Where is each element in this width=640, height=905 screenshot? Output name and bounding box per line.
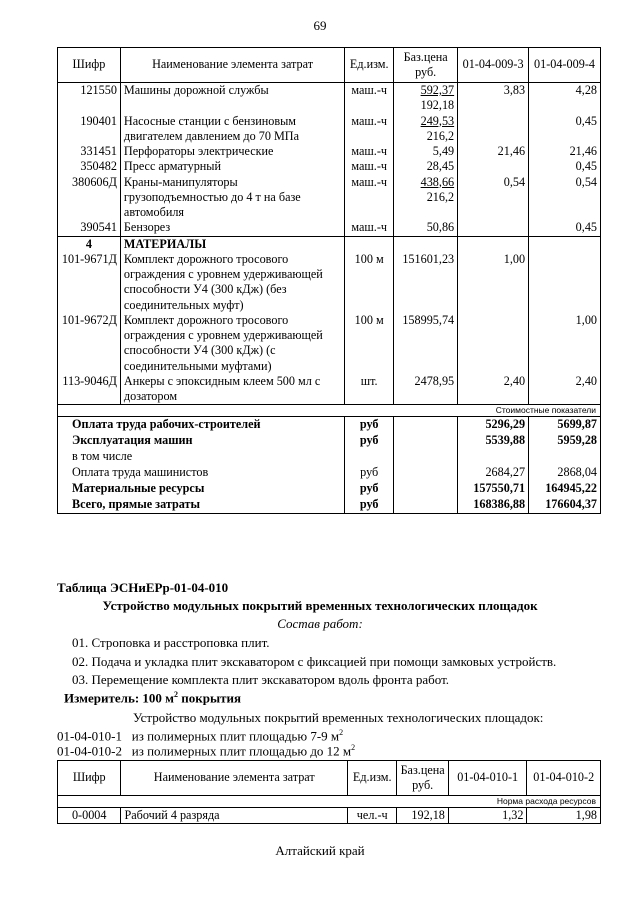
header-cell: Наименование элемента затрат	[121, 761, 348, 796]
row-code: 350482	[58, 159, 121, 174]
row-value-1	[458, 114, 529, 145]
row-name: Анкеры с эпоксидным клеем 500 мл с дозатором	[120, 374, 344, 405]
price-value: 249,53	[420, 113, 455, 128]
row-value-2: 0,45	[529, 114, 601, 145]
row-name: Насосные станции с бензиновым двигателем давлением до 70 МПа	[120, 114, 344, 145]
material-row	[58, 374, 601, 405]
row-unit: 100 м	[345, 252, 394, 313]
total-row	[58, 465, 601, 481]
material-row	[58, 313, 601, 374]
material-row	[58, 252, 601, 313]
row-code: 390541	[58, 220, 121, 236]
row-unit: шт.	[345, 374, 394, 405]
work-item-2: 02. Подача и укладка плит экскаватором с фиксацией при помощи замковых устройств.	[72, 654, 557, 669]
row-price: 158995,74	[394, 313, 458, 374]
item-1: 01-04-010-1 из полимерных плит площадью 7-9 $м^2$	[57, 728, 344, 744]
row-code: 121550	[58, 83, 121, 114]
work-composition-title: Состав работ:	[277, 616, 363, 631]
row-price	[394, 220, 458, 236]
total-row	[58, 497, 601, 514]
row-code: 380606Д	[58, 175, 121, 221]
total-unit: руб	[345, 481, 394, 497]
resource-row	[58, 807, 601, 823]
row-name: Краны-манипуляторы грузоподъемностью до 4 т на базе автомобиля	[120, 175, 344, 221]
empty-cell	[345, 236, 394, 252]
stoim-row	[58, 405, 601, 417]
total-value-1: 5296,29	[458, 416, 529, 433]
row-name: Машины дорожной службы	[120, 83, 344, 114]
row-name: Комплект дорожного тросового ограждения с уровнем удерживающей способности У4 (300 кДж) (без соединительных муфт)	[120, 252, 344, 313]
row-value-2: 1,00	[529, 313, 601, 374]
work-item-3: 03. Перемещение комплекта плит экскаватором вдоль фронта работ.	[72, 672, 450, 687]
row-unit: 100 м	[345, 313, 394, 374]
row-value-2: 0,45	[529, 220, 601, 236]
row-name: Комплект дорожного тросового ограждения с уровнем удерживающей способности У4 (300 кДж) (с соединительными муфтами)	[120, 313, 344, 374]
total-value-2: 5699,87	[529, 416, 601, 433]
total-value-1: 5539,88	[458, 433, 529, 449]
row-unit: маш.-ч	[345, 83, 394, 114]
total-name: Оплата труда рабочих-строителей	[58, 416, 345, 433]
cost-table-009	[57, 47, 601, 514]
total-value-1: 168386,88	[458, 497, 529, 514]
total-empty	[394, 449, 458, 465]
total-name: Материальные ресурсы	[58, 481, 345, 497]
row-value-1: 21,46	[458, 144, 529, 159]
row-code: 331451	[58, 144, 121, 159]
total-empty	[394, 497, 458, 514]
row-value-1: 3,83	[458, 83, 529, 114]
row-value-1	[458, 220, 529, 236]
stoim-label: Стоимостные показатели	[58, 405, 601, 417]
empty-cell	[529, 236, 601, 252]
total-value-2	[529, 449, 601, 465]
row-name: Бензорез	[120, 220, 344, 236]
row-unit: маш.-ч	[345, 114, 394, 145]
header-cell: 01-04-009-3	[458, 48, 529, 83]
header-cell: 01-04-010-1	[448, 761, 527, 796]
row-code: 0-0004	[58, 807, 121, 823]
row-price	[394, 159, 458, 174]
row-value-1: 2,40	[458, 374, 529, 405]
row-price	[394, 114, 458, 145]
header-cell: Ед.изм.	[348, 761, 397, 796]
total-unit: руб	[345, 465, 394, 481]
section-title: МАТЕРИАЛЫ	[120, 236, 344, 252]
empty-cell	[458, 236, 529, 252]
total-unit: руб	[345, 416, 394, 433]
measure-unit: Измеритель: 100 $м^2$ покрытия	[64, 690, 242, 706]
total-name: Оплата труда машинистов	[58, 465, 345, 481]
total-row	[58, 416, 601, 433]
row-name: Перфораторы электрические	[120, 144, 344, 159]
row-name: Рабочий 4 разряда	[121, 807, 348, 823]
row-code: 101-9672Д	[58, 313, 121, 374]
machine-row	[58, 159, 601, 174]
row-unit: чел.-ч	[348, 807, 397, 823]
row-price	[394, 175, 458, 221]
cost-table-010	[57, 760, 601, 824]
row-unit: маш.-ч	[345, 144, 394, 159]
header-cell: Ед.изм.	[345, 48, 394, 83]
item-2: 01-04-010-2 из полимерных плит площадью до 12 $м^2$	[57, 743, 356, 759]
total-value-2: 176604,37	[529, 497, 601, 514]
total-value-1: 157550,71	[458, 481, 529, 497]
header-cell: 01-04-010-2	[527, 761, 601, 796]
total-value-2: 5959,28	[529, 433, 601, 449]
header-cell: Шифр	[58, 761, 121, 796]
total-value-2: 2868,04	[529, 465, 601, 481]
price-secondary: 216,2	[426, 189, 455, 204]
row-name: Пресс арматурный	[120, 159, 344, 174]
norma-row	[58, 796, 601, 808]
price-value: 50,86	[426, 220, 455, 235]
row-price: 151601,23	[394, 252, 458, 313]
row-value-2: 21,46	[529, 144, 601, 159]
total-value-2: 164945,22	[529, 481, 601, 497]
machine-row	[58, 175, 601, 221]
total-row	[58, 449, 601, 465]
row-value-2: 0,54	[529, 175, 601, 221]
row-price: 2478,95	[394, 374, 458, 405]
header-cell: Баз.цена руб.	[394, 48, 458, 83]
total-row	[58, 433, 601, 449]
price-secondary: 192,18	[420, 98, 455, 113]
header-row	[58, 48, 601, 83]
total-row	[58, 481, 601, 497]
total-empty	[394, 465, 458, 481]
price-secondary: 216,2	[426, 128, 455, 143]
work-item-1: 01. Строповка и расстроповка плит.	[72, 635, 270, 650]
description: Устройство модульных покрытий временных технологических площадок:	[133, 710, 544, 725]
row-unit: маш.-ч	[345, 159, 394, 174]
total-unit: руб	[345, 497, 394, 514]
total-name: в том числе	[58, 449, 345, 465]
row-price: 192,18	[397, 807, 449, 823]
row-value-1: 1,00	[458, 252, 529, 313]
total-unit	[345, 449, 394, 465]
row-value-2: 0,45	[529, 159, 601, 174]
section-number: 4	[58, 236, 121, 252]
machine-row	[58, 220, 601, 236]
total-name: Эксплуатация машин	[58, 433, 345, 449]
row-value-1: 0,54	[458, 175, 529, 221]
table-title: Таблица ЭСНиЕРр-01-04-010	[57, 580, 229, 595]
norma-label: Норма расхода ресурсов	[58, 796, 601, 808]
machine-row	[58, 83, 601, 114]
section-row	[58, 236, 601, 252]
header-cell: Баз.цена руб.	[397, 761, 449, 796]
page-number: 69	[313, 18, 327, 33]
row-code: 113-9046Д	[58, 374, 121, 405]
row-unit: маш.-ч	[345, 175, 394, 221]
machine-row	[58, 114, 601, 145]
header-cell: Наименование элемента затрат	[120, 48, 344, 83]
header-row	[58, 761, 601, 796]
machine-row	[58, 144, 601, 159]
total-empty	[394, 433, 458, 449]
total-value-1	[458, 449, 529, 465]
row-code: 190401	[58, 114, 121, 145]
row-value-1	[458, 313, 529, 374]
row-value-2: 1,98	[527, 807, 601, 823]
row-code: 101-9671Д	[58, 252, 121, 313]
total-empty	[394, 481, 458, 497]
table-subtitle: Устройство модульных покрытий временных технологических площадок	[102, 598, 538, 613]
row-value-2	[529, 252, 601, 313]
row-price	[394, 144, 458, 159]
row-value-2: 4,28	[529, 83, 601, 114]
row-price	[394, 83, 458, 114]
header-cell: Шифр	[58, 48, 121, 83]
row-value-1: 1,32	[448, 807, 527, 823]
total-unit: руб	[345, 433, 394, 449]
price-value: 592,37	[420, 83, 455, 97]
empty-cell	[394, 236, 458, 252]
header-cell: 01-04-009-4	[529, 48, 601, 83]
price-value: 5,49	[432, 144, 455, 158]
price-value: 28,45	[426, 159, 455, 174]
total-value-1: 2684,27	[458, 465, 529, 481]
row-unit: маш.-ч	[345, 220, 394, 236]
row-value-1	[458, 159, 529, 174]
row-value-2: 2,40	[529, 374, 601, 405]
total-name: Всего, прямые затраты	[58, 497, 345, 514]
total-empty	[394, 416, 458, 433]
footer-region: Алтайский край	[275, 843, 365, 858]
price-value: 438,66	[420, 174, 455, 189]
